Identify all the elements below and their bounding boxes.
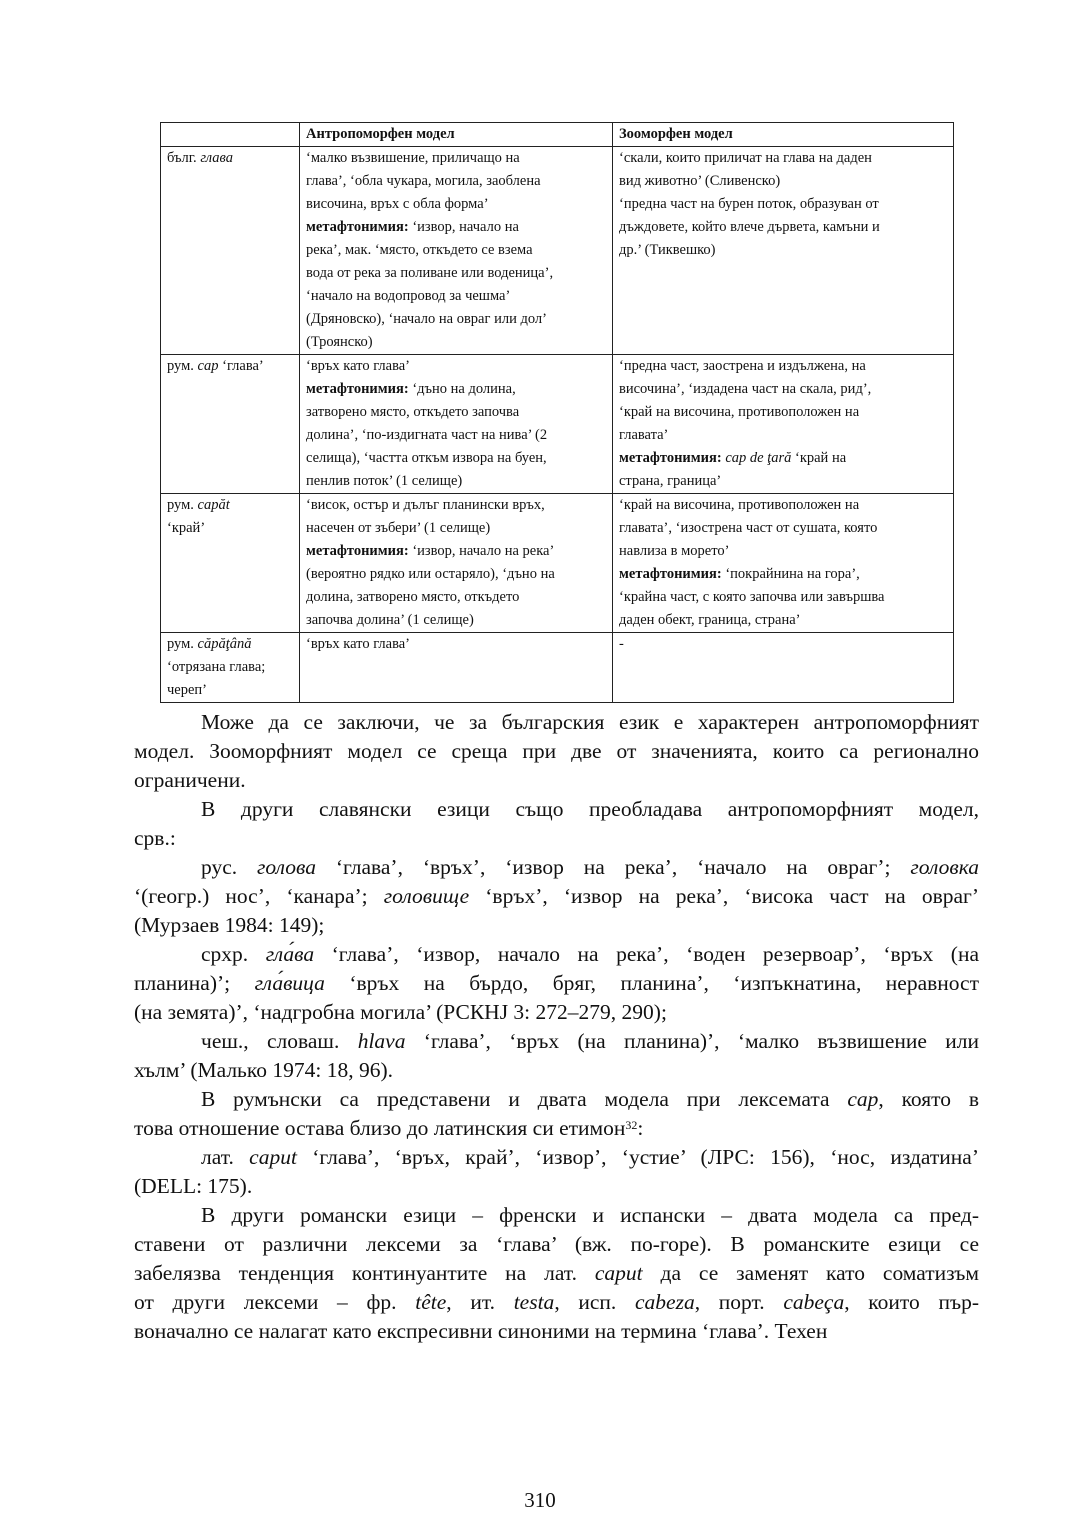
text-run: , които пър- xyxy=(844,1290,979,1314)
cell-line xyxy=(619,401,947,424)
cell-text: височина’, ‘издадена част на скала, рид’, xyxy=(619,381,872,397)
italic-word: hlava xyxy=(357,1029,406,1053)
text-run: ‘връх на бърдо, бряг, планина’, ‘изпъкнатина, неравност xyxy=(324,971,979,995)
cell-line xyxy=(619,494,947,517)
text-run: ‘(геогр.) нос’, ‘канара’; xyxy=(134,884,384,908)
cell-text: долина’, ‘по-издигната част на нива’ (2 xyxy=(306,427,548,443)
text-run: воначално се налагат като експресивни синоними на термина ‘глава’. Техен xyxy=(134,1319,828,1343)
term-line xyxy=(167,679,293,702)
cell-text: даден обект, граница, страна’ xyxy=(619,612,801,628)
cell-text: глава’, ‘обла чукара, могила, заоблена xyxy=(306,173,541,189)
cell-text: река’, мак. ‘място, откъдето се взема xyxy=(306,242,533,258)
cell-text: ‘извор, начало на река’ xyxy=(408,543,555,559)
cell-text: ‘връх като глава’ xyxy=(306,358,411,374)
cell-line xyxy=(619,470,947,493)
text-line xyxy=(134,708,979,737)
paragraph xyxy=(134,795,979,853)
text-run: ‘глава’, ‘връх (на планина)’, ‘малко възвишение или xyxy=(405,1029,979,1053)
cell-text: ‘крайна част, с която започва или завършва xyxy=(619,589,885,605)
cell-text: ‘връх като глава’ xyxy=(306,636,411,652)
cell-text: ‘висок, остър и дълъг планински връх, xyxy=(306,497,545,513)
cell-line xyxy=(306,239,606,262)
text-run: , исп. xyxy=(554,1290,635,1314)
anthropomorphic-cell xyxy=(300,147,613,355)
metaphtonymy-label: метафтонимия: xyxy=(306,219,409,235)
table-row xyxy=(161,633,954,703)
cell-text: насечен от зъбери’ (1 селище) xyxy=(306,520,491,536)
text-run: (Мурзаев 1984: 149); xyxy=(134,913,325,937)
cell-text: вид животно’ (Сливенско) xyxy=(619,173,781,189)
cell-text: ‘край на височина, противоположен на xyxy=(619,404,860,420)
page-number: 310 xyxy=(524,1488,556,1512)
text-run: срв.: xyxy=(134,826,176,850)
text-run: ‘глава’, ‘връх, край’, ‘извор’, ‘устие’ (ЛРС: 156), ‘нос, издатина’ xyxy=(296,1145,980,1169)
table-header-row xyxy=(161,123,954,147)
text-line xyxy=(134,1027,979,1056)
cell-line xyxy=(619,239,947,262)
text-run: В други славянски езици също преобладава антропоморфният модел, xyxy=(201,797,979,821)
text-run: (DELL: 175). xyxy=(134,1174,253,1198)
cell-line xyxy=(619,378,947,401)
term-lang: рум. xyxy=(167,358,198,374)
cell-line xyxy=(619,147,947,170)
anthropomorphic-cell xyxy=(300,494,613,633)
term-cell xyxy=(161,355,300,494)
text-run: , порт. xyxy=(694,1290,784,1314)
cell-line xyxy=(306,308,606,331)
cell-text: долина, затворено място, откъдето xyxy=(306,589,520,605)
cell-line xyxy=(306,633,606,656)
text-run: това отношение остава близо до латинския си етимон xyxy=(134,1116,626,1140)
cell-text: вода от река за поливане или воденица’, xyxy=(306,265,554,281)
cell-text: започва долина’ (1 селище) xyxy=(306,612,474,628)
cell-line xyxy=(306,216,606,239)
paragraph xyxy=(134,1201,979,1346)
italic-word: testa xyxy=(513,1290,555,1314)
table-row xyxy=(161,147,954,355)
cell-text: (вероятно рядко или остаряло), ‘дъно на xyxy=(306,566,555,582)
cell-text: селища), ‘частта откъм извора на буен, xyxy=(306,450,547,466)
italic-word: гла́ва xyxy=(265,942,315,966)
paragraph xyxy=(134,1027,979,1085)
text-line xyxy=(134,969,979,998)
text-run: ‘глава’, ‘извор, начало на река’, ‘воден резервоар’, ‘връх (на xyxy=(314,942,979,966)
text-run: планина)’; xyxy=(134,971,255,995)
metaphtonymy-label: метафтонимия: xyxy=(306,381,409,397)
term-gloss: череп’ xyxy=(167,682,208,698)
text-line xyxy=(134,1172,979,1201)
table-row xyxy=(161,494,954,633)
cell-text: ‘покрайнина на гора’, xyxy=(721,566,860,582)
table-header-anthropomorphic: Антропоморфен модел xyxy=(300,123,613,147)
table-header-zoomorphic: Зооморфен модел xyxy=(613,123,954,147)
cell-line xyxy=(306,563,606,586)
text-line xyxy=(134,1259,979,1288)
text-run: , ит. xyxy=(446,1290,514,1314)
italic-word: гла́вица xyxy=(254,971,325,995)
text-run: модел. Зооморфният модел се среща при две от значенията, които са регионално xyxy=(134,739,979,763)
term-line xyxy=(167,147,293,170)
cell-line xyxy=(619,216,947,239)
term-word: căpăţână xyxy=(197,636,252,652)
cell-line xyxy=(306,355,606,378)
term-cell xyxy=(161,633,300,703)
cell-text: ‘дъно на долина, xyxy=(408,381,516,397)
term-line xyxy=(167,517,293,540)
cell-text: ‘извор, начало на xyxy=(408,219,519,235)
cell-line xyxy=(619,633,947,656)
table-header-term xyxy=(161,123,300,147)
cell-line xyxy=(619,540,947,563)
text-run: ставени от различни лексеми за ‘глава’ (вж. по-горе). В романските езици се xyxy=(134,1232,979,1256)
text-line xyxy=(134,1114,979,1143)
text-line xyxy=(134,795,979,824)
text-line xyxy=(134,911,979,940)
text-line xyxy=(134,998,979,1027)
zoomorphic-cell xyxy=(613,494,954,633)
text-run: В румънски са представени и двата модела при лексемата xyxy=(201,1087,848,1111)
paragraph xyxy=(134,1143,979,1201)
paragraph xyxy=(134,1085,979,1143)
text-run: лат. xyxy=(201,1145,250,1169)
cell-line xyxy=(306,424,606,447)
term-gloss: ‘край’ xyxy=(167,520,206,536)
zoomorphic-cell xyxy=(613,633,954,703)
cell-line xyxy=(619,170,947,193)
cell-text: главата’ xyxy=(619,427,669,443)
cell-text: дъждовете, който влече дървета, камъни и xyxy=(619,219,880,235)
italic-term: cap de ţară xyxy=(721,450,792,466)
anthropomorphic-cell xyxy=(300,633,613,703)
term-lang: рум. xyxy=(167,636,198,652)
term-word: capăt xyxy=(197,497,230,513)
text-run: (на земята)’, ‘надгробна могила’ (РСКНЈ 3: 272–279, 290); xyxy=(134,1000,667,1024)
cell-line xyxy=(306,609,606,632)
text-line xyxy=(134,1201,979,1230)
italic-word: caput xyxy=(594,1261,643,1285)
text-run: ‘връх’, ‘извор на река’, ‘висока част на овраг’ xyxy=(469,884,980,908)
cell-line xyxy=(306,586,606,609)
cell-line xyxy=(306,540,606,563)
cell-text: пенлив поток’ (1 селище) xyxy=(306,473,463,489)
text-line xyxy=(134,882,979,911)
text-run: рус. xyxy=(201,855,258,879)
cell-text: (Дряновско), ‘начало на овраг или дол’ xyxy=(306,311,547,327)
term-line xyxy=(167,656,293,679)
term-gloss: ‘глава’ xyxy=(218,358,264,374)
cell-text: ‘край на xyxy=(791,450,847,466)
comparison-table xyxy=(160,122,954,703)
cell-text: ‘предна част на бурен поток, образуван от xyxy=(619,196,879,212)
cell-line xyxy=(306,147,606,170)
cell-line xyxy=(619,424,947,447)
text-line xyxy=(134,824,979,853)
italic-word: голова xyxy=(257,855,316,879)
text-line xyxy=(134,1143,979,1172)
italic-word: tête xyxy=(415,1290,447,1314)
text-run: ‘глава’, ‘връх’, ‘извор на река’, ‘начало на овраг’; xyxy=(315,855,911,879)
metaphtonymy-label: метафтонимия: xyxy=(306,543,409,559)
cell-line xyxy=(619,447,947,470)
cell-line xyxy=(306,517,606,540)
paragraph xyxy=(134,708,979,795)
cell-line xyxy=(619,193,947,216)
text-run: Може да се заключи, че за българския език е характерен антропоморфният xyxy=(201,710,979,734)
term-lang: бълг. xyxy=(167,150,201,166)
cell-line xyxy=(619,609,947,632)
term-cell xyxy=(161,147,300,355)
text-line xyxy=(134,1056,979,1085)
italic-word: головка xyxy=(910,855,979,879)
term-line xyxy=(167,355,293,378)
term-cell xyxy=(161,494,300,633)
cell-line xyxy=(306,378,606,401)
cell-text: - xyxy=(619,636,624,652)
text-line xyxy=(134,1085,979,1114)
cell-text: навлиза в морето’ xyxy=(619,543,730,559)
paragraph xyxy=(134,853,979,940)
text-run: срхр. xyxy=(201,942,266,966)
term-word: глава xyxy=(200,150,233,166)
cell-line xyxy=(306,401,606,424)
text-run: чеш., словаш. xyxy=(201,1029,358,1053)
cell-line xyxy=(306,193,606,216)
text-run: : xyxy=(637,1116,644,1140)
cell-text: ‘предна част, заострена и издължена, на xyxy=(619,358,866,374)
cell-text: ‘скали, които приличат на глава на даден xyxy=(619,150,872,166)
cell-line xyxy=(306,285,606,308)
term-gloss: ‘отрязана глава; xyxy=(167,659,266,675)
cell-line xyxy=(619,517,947,540)
metaphtonymy-label: метафтонимия: xyxy=(619,450,722,466)
table-row xyxy=(161,355,954,494)
cell-text: главата’, ‘изострена част от сушата, която xyxy=(619,520,878,536)
italic-word: caput xyxy=(249,1145,297,1169)
term-word: cap xyxy=(197,358,219,374)
cell-text: ‘край на височина, противоположен на xyxy=(619,497,860,513)
cell-line xyxy=(619,355,947,378)
cell-line xyxy=(306,331,606,354)
zoomorphic-cell xyxy=(613,147,954,355)
cell-line xyxy=(619,563,947,586)
text-run: да се заменят като соматизъм xyxy=(642,1261,979,1285)
text-line xyxy=(134,1230,979,1259)
text-line xyxy=(134,737,979,766)
metaphtonymy-label: метафтонимия: xyxy=(619,566,722,582)
text-line xyxy=(134,1288,979,1317)
cell-line xyxy=(306,494,606,517)
cell-text: (Троянско) xyxy=(306,334,373,350)
text-run: ограничени. xyxy=(134,768,246,792)
cell-text: ‘начало на водопровод за чешма’ xyxy=(306,288,511,304)
anthropomorphic-cell xyxy=(300,355,613,494)
zoomorphic-cell xyxy=(613,355,954,494)
term-line xyxy=(167,494,293,517)
cell-line xyxy=(619,586,947,609)
text-line xyxy=(134,853,979,882)
text-run: от други лексеми – фр. xyxy=(134,1290,416,1314)
cell-text: др.’ (Тиквешко) xyxy=(619,242,716,258)
text-run: хълм’ (Малько 1974: 18, 96). xyxy=(134,1058,393,1082)
cell-text: височина, връх с обла форма’ xyxy=(306,196,489,212)
cell-line xyxy=(306,470,606,493)
text-line xyxy=(134,940,979,969)
paragraph xyxy=(134,940,979,1027)
text-run: В други романски езици – френски и испански – двата модела са пред- xyxy=(201,1203,979,1227)
cell-line xyxy=(306,447,606,470)
italic-word: cap xyxy=(847,1087,879,1111)
italic-word: cabeça xyxy=(783,1290,845,1314)
text-run: забелязва тенденция континуантите на лат. xyxy=(134,1261,595,1285)
cell-line xyxy=(306,262,606,285)
italic-word: cabeza xyxy=(635,1290,695,1314)
body-text xyxy=(134,708,979,1346)
italic-word: головище xyxy=(383,884,470,908)
text-line xyxy=(134,766,979,795)
term-line xyxy=(167,633,293,656)
footnote-ref: 32 xyxy=(625,1118,638,1132)
cell-text: страна, граница’ xyxy=(619,473,722,489)
cell-text: ‘малко възвишение, приличащо на xyxy=(306,150,520,166)
text-line xyxy=(134,1317,979,1346)
term-lang: рум. xyxy=(167,497,198,513)
cell-text: затворено място, откъдето започва xyxy=(306,404,520,420)
cell-line xyxy=(306,170,606,193)
text-run: , която в xyxy=(878,1087,979,1111)
